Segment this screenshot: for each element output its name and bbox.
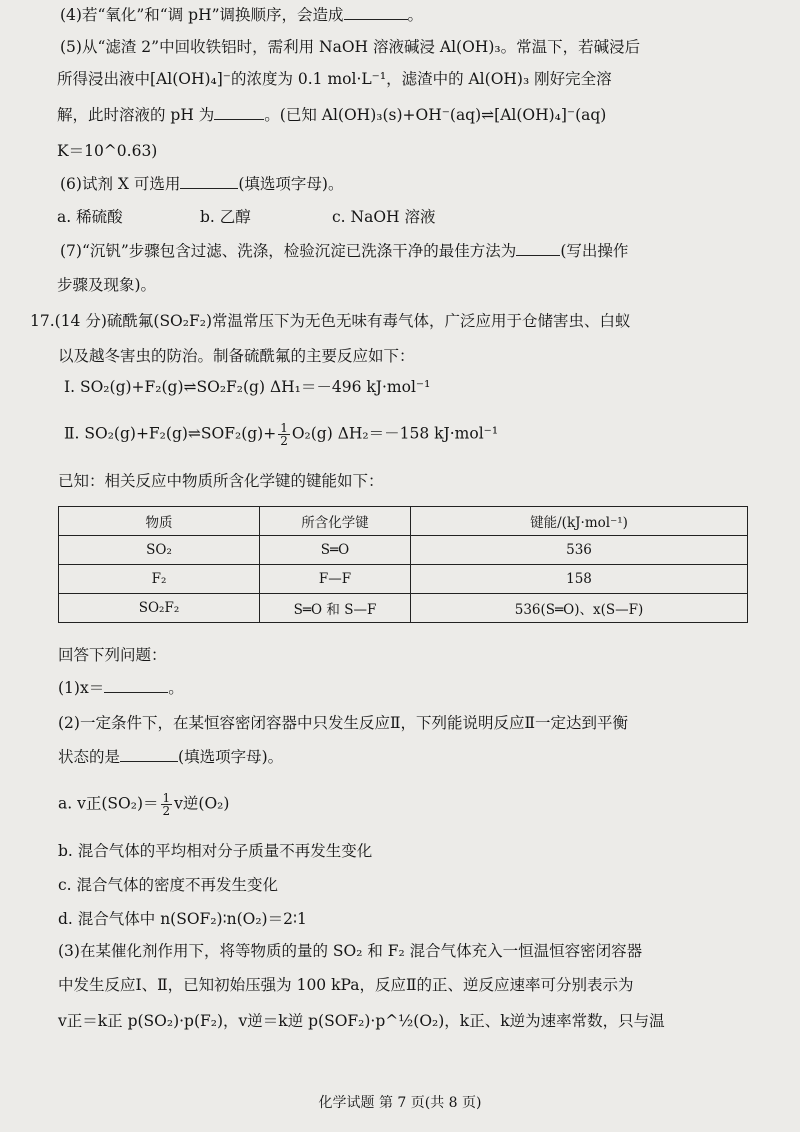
answer-intro: 回答下列问题： bbox=[58, 646, 167, 664]
table-row bbox=[59, 536, 748, 565]
table-cell: F₂ bbox=[59, 565, 260, 594]
q5-line-2: 所得浸出液中[Al(OH)₄]⁻的浓度为 0.1 mol·L⁻¹，滤渣中的 Al(OH)₃ 刚好完全溶 bbox=[57, 70, 612, 88]
answer-blank[interactable] bbox=[344, 5, 408, 20]
table-header-cell: 键能/(kJ·mol⁻¹) bbox=[411, 507, 748, 536]
fraction-half: $\frac{1}{2}$ bbox=[280, 421, 288, 448]
part-3-line-2: 中发生反应Ⅰ、Ⅱ，已知初始压强为 100 kPa，反应Ⅱ的正、逆反应速率可分别表示为 bbox=[58, 976, 634, 994]
q6-option-c: c. NaOH 溶液 bbox=[332, 208, 436, 226]
answer-blank[interactable] bbox=[214, 105, 264, 120]
q5-line-1: (5)从“滤渣 2”中回收铁铝时，需利用 NaOH 溶液碱浸 Al(OH)₃。常温下，若碱浸后 bbox=[60, 38, 641, 56]
table-cell: F—F bbox=[260, 565, 411, 594]
table-cell: 536 bbox=[411, 536, 748, 565]
table-cell: SO₂F₂ bbox=[59, 594, 260, 623]
reaction-1: Ⅰ. SO₂(g)+F₂(g)⇌SO₂F₂(g) ΔH₁＝－496 kJ·mol⁻¹ bbox=[64, 378, 431, 396]
part-2-line-2: 状态的是 (填选项字母)。 bbox=[58, 748, 284, 766]
q6-line: (6)试剂 X 可选用 (填选项字母)。 bbox=[60, 175, 344, 193]
table-cell: 536(S═O)、x(S—F) bbox=[411, 594, 748, 623]
q6-option-b: b. 乙醇 bbox=[200, 208, 251, 226]
known-line: 已知：相关反应中物质所含化学键的键能如下： bbox=[58, 472, 384, 490]
table-header-row bbox=[59, 507, 748, 536]
part-2-option-a: a. v正(SO₂)＝ $\frac{1}{2}$ v逆(O₂) bbox=[58, 791, 230, 818]
q5-line-3: 解，此时溶液的 pH 为 。(已知 Al(OH)₃(s)+OH⁻(aq)⇌[Al(OH)₄]⁻(aq) bbox=[57, 106, 607, 124]
table-cell: 158 bbox=[411, 565, 748, 594]
part-2-option-c: c. 混合气体的密度不再发生变化 bbox=[58, 876, 279, 894]
q17-line-1: 17.(14 分)硫酰氟(SO₂F₂)常温常压下为无色无味有毒气体，广泛应用于仓储害虫、白蚁 bbox=[30, 312, 631, 330]
q5-line-4: K＝10^0.63) bbox=[57, 142, 158, 160]
q4-line: (4)若“氧化”和“调 pH”调换顺序，会造成 。 bbox=[60, 6, 424, 24]
answer-blank[interactable] bbox=[180, 174, 238, 189]
table-cell: S═O bbox=[260, 536, 411, 565]
q7-line-1: (7)“沉钒”步骤包含过滤、洗涤，检验沉淀已洗涤干净的最佳方法为 (写出操作 bbox=[60, 242, 629, 260]
answer-blank[interactable] bbox=[516, 241, 560, 256]
answer-blank[interactable] bbox=[120, 747, 178, 762]
q17-line-2: 以及越冬害虫的防治。制备硫酰氟的主要反应如下： bbox=[58, 347, 415, 365]
part-3-line-3: v正＝k正 p(SO₂)·p(F₂)，v逆＝k逆 p(SOF₂)·p^½(O₂)，k正、k逆为速率常数，只与温 bbox=[58, 1012, 665, 1030]
table-header-cell: 所含化学键 bbox=[260, 507, 411, 536]
bond-energy-table bbox=[58, 506, 748, 623]
reaction-2: Ⅱ. SO₂(g)+F₂(g)⇌SOF₂(g)+ $\frac{1}{2}$ O₂(g) ΔH₂＝－158 kJ·mol⁻¹ bbox=[64, 421, 499, 448]
page-footer: 化学试题 第 7 页(共 8 页) bbox=[318, 1095, 482, 1111]
part-1-line: (1)x＝ 。 bbox=[58, 679, 184, 697]
table-row bbox=[59, 594, 748, 623]
fraction-half: $\frac{1}{2}$ bbox=[162, 791, 171, 818]
q6-option-a: a. 稀硫酸 bbox=[57, 208, 123, 226]
q7-line-2: 步骤及现象)。 bbox=[57, 276, 157, 294]
table-cell: SO₂ bbox=[59, 536, 260, 565]
part-2-line-1: (2)一定条件下，在某恒容密闭容器中只发生反应Ⅱ，下列能说明反应Ⅱ一定达到平衡 bbox=[58, 714, 629, 732]
table-row bbox=[59, 565, 748, 594]
part-3-line-1: (3)在某催化剂作用下，将等物质的量的 SO₂ 和 F₂ 混合气体充入一恒温恒容密闭容器 bbox=[58, 942, 643, 960]
part-2-option-b: b. 混合气体的平均相对分子质量不再发生变化 bbox=[58, 842, 373, 860]
table-cell: S═O 和 S—F bbox=[260, 594, 411, 623]
part-2-option-d: d. 混合气体中 n(SOF₂)∶n(O₂)＝2∶1 bbox=[58, 910, 307, 928]
table-header-cell: 物质 bbox=[59, 507, 260, 536]
answer-blank[interactable] bbox=[104, 678, 168, 693]
